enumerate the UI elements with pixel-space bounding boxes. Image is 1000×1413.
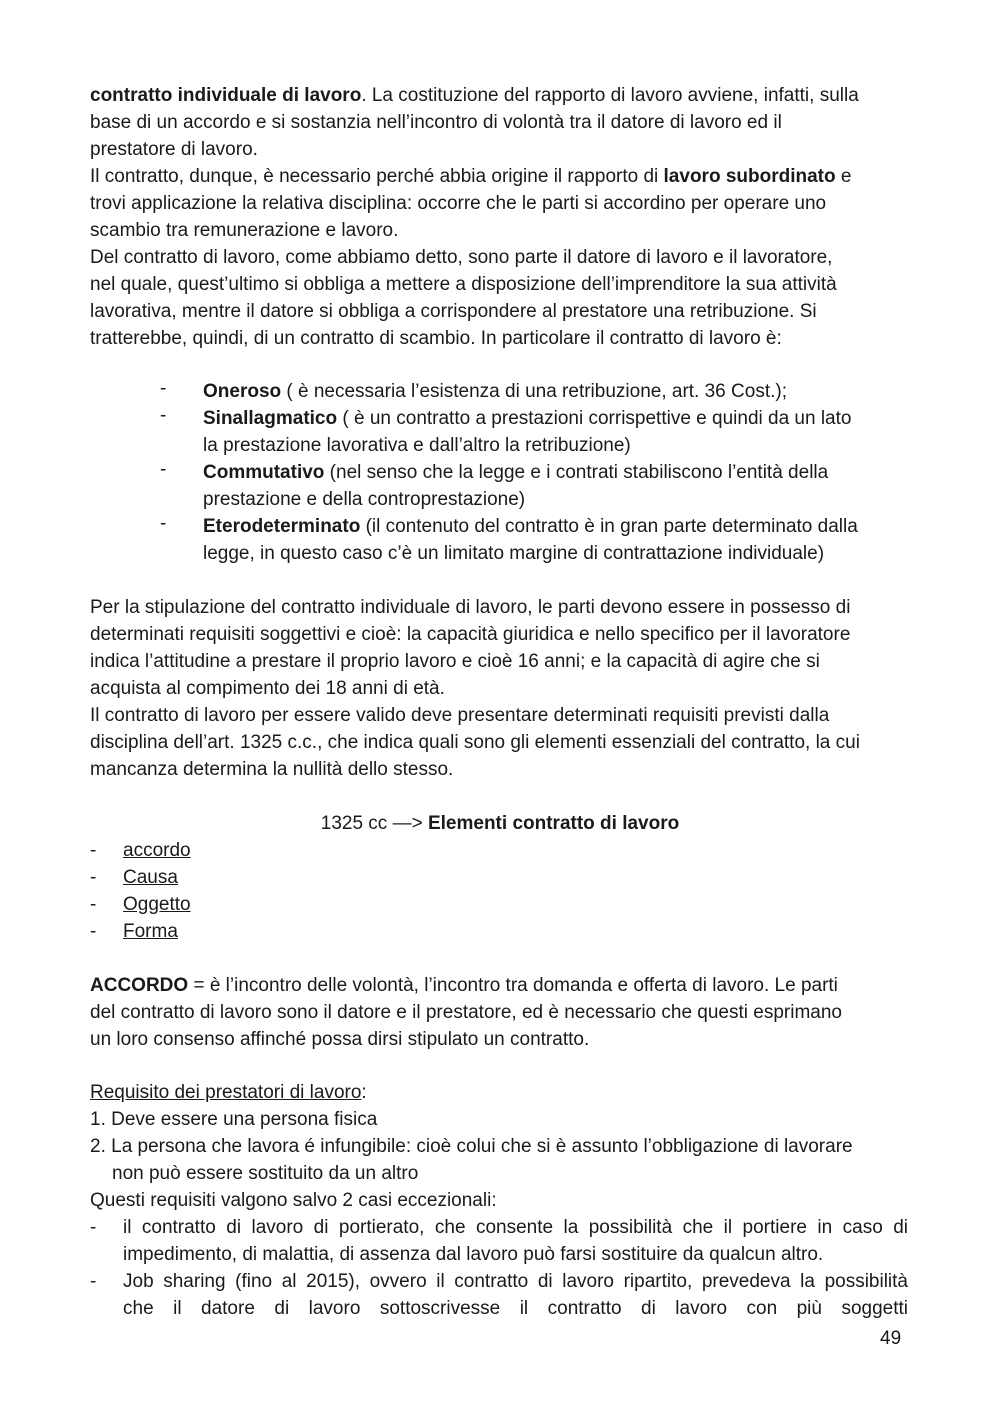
text-line: un loro consenso affinché possa dirsi stipulato un contratto. xyxy=(90,1029,590,1050)
text-line: prestazione e della controprestazione) xyxy=(203,489,526,510)
text-line: indica l’attitudine a prestare il proprio lavoro e cioè 16 anni; e la capacità di agire che si xyxy=(90,651,820,672)
text-line: Eterodeterminato (il contenuto del contratto è in gran parte determinato dalla xyxy=(203,516,858,537)
text-line: mancanza determina la nullità dello stesso. xyxy=(90,759,454,780)
text-line: Sinallagmatico ( è un contratto a prestazioni corrispettive e quindi da un lato xyxy=(203,408,852,429)
list-item: accordo xyxy=(123,840,191,861)
text-line: Oneroso ( è necessaria l’esistenza di una retribuzione, art. 36 Cost.); xyxy=(203,381,787,402)
text-line: ACCORDO = è l’incontro delle volontà, l’incontro tra domanda e offerta di lavoro. Le parti xyxy=(90,975,838,996)
list-dash: - xyxy=(90,867,97,888)
text-line: la prestazione lavorativa e dall’altro la retribuzione) xyxy=(203,435,631,456)
list-dash: - xyxy=(160,405,167,426)
text-line: del contratto di lavoro sono il datore e il prestatore, ed è necessario che questi esprimano xyxy=(90,1002,842,1023)
text-line: contratto individuale di lavoro. La costituzione del rapporto di lavoro avviene, infatti, sulla xyxy=(90,85,859,106)
numbered-item: 2. La persona che lavora é infungibile: cioè colui che si è assunto l’obbligazione di lavorare xyxy=(90,1136,853,1157)
numbered-item: 1. Deve essere una persona fisica xyxy=(90,1109,378,1130)
text-line: determinati requisiti soggettivi e cioè: la capacità giuridica e nello specifico per il lavoratore xyxy=(90,624,851,645)
text-line: Commutativo (nel senso che la legge e i contrati stabiliscono l’entità della xyxy=(203,462,829,483)
paragraph-contract-intro xyxy=(90,82,910,352)
list-item: Causa xyxy=(123,867,178,888)
section-heading: 1325 cc —> Elementi contratto di lavoro xyxy=(320,813,680,834)
list-dash: - xyxy=(90,894,97,915)
text-line: tratterebbe, quindi, di un contratto di scambio. In particolare il contratto di lavoro è: xyxy=(90,328,782,349)
page-number: 49 xyxy=(880,1328,902,1349)
text-line: prestatore di lavoro. xyxy=(90,139,258,160)
paragraph-accordo xyxy=(90,972,910,1053)
text-line: Per la stipulazione del contratto individuale di lavoro, le parti devono essere in possesso di xyxy=(90,597,851,618)
list-dash: - xyxy=(160,513,167,534)
text-line: Job sharing (fino al 2015), ovvero il contratto di lavoro ripartito, prevedeva la possibilità xyxy=(123,1271,908,1292)
text-line: lavorativa, mentre il datore si obbliga a corrispondere al prestatore una retribuzione. Si xyxy=(90,301,817,322)
text-line: nel quale, quest’ultimo si obbliga a mettere a disposizione dell’imprenditore la sua attività xyxy=(90,274,837,295)
list-dash: - xyxy=(90,1217,97,1238)
text-line: impedimento, di malattia, di assenza dal lavoro può farsi sostituire da qualcun altro. xyxy=(123,1244,824,1265)
text-line: disciplina dell’art. 1325 c.c., che indica quali sono gli elementi essenziali del contratto, la cui xyxy=(90,732,860,753)
text-line: non può essere sostituito da un altro xyxy=(112,1163,419,1184)
text-line: legge, in questo caso c’è un limitato margine di contrattazione individuale) xyxy=(203,543,825,564)
paragraph-requisites xyxy=(90,594,910,783)
list-dash: - xyxy=(160,459,167,480)
text-line: che il datore di lavoro sottoscrivesse il contratto di lavoro con più soggetti xyxy=(123,1298,908,1319)
text-line: Del contratto di lavoro, come abbiamo detto, sono parte il datore di lavoro e il lavoratore, xyxy=(90,247,833,268)
text-line: scambio tra remunerazione e lavoro. xyxy=(90,220,399,241)
text-line: trovi applicazione la relativa disciplina: occorre che le parti si accordino per operare uno xyxy=(90,193,827,214)
subsection-title: Requisito dei prestatori di lavoro: xyxy=(90,1082,367,1103)
text-line: Il contratto di lavoro per essere valido deve presentare determinati requisiti previsti dalla xyxy=(90,705,830,726)
list-item xyxy=(123,1214,908,1268)
list-dash: - xyxy=(90,840,97,861)
text-line: Il contratto, dunque, è necessario perché abbia origine il rapporto di lavoro subordinato e xyxy=(90,166,852,187)
text-line: Questi requisiti valgono salvo 2 casi eccezionali: xyxy=(90,1190,497,1211)
text-line: base di un accordo e si sostanzia nell’incontro di volontà tra il datore di lavoro ed il xyxy=(90,112,782,133)
list-dash: - xyxy=(160,378,167,399)
list-item xyxy=(123,1268,908,1322)
list-item: Forma xyxy=(123,921,178,942)
list-item: Oggetto xyxy=(123,894,191,915)
text-line: il contratto di lavoro di portierato, che consente la possibilità che il portiere in caso di xyxy=(123,1217,908,1238)
list-dash: - xyxy=(90,921,97,942)
list-dash: - xyxy=(90,1271,97,1292)
requisiti-section xyxy=(90,1079,910,1214)
text-line: acquista al compimento dei 18 anni di età. xyxy=(90,678,445,699)
